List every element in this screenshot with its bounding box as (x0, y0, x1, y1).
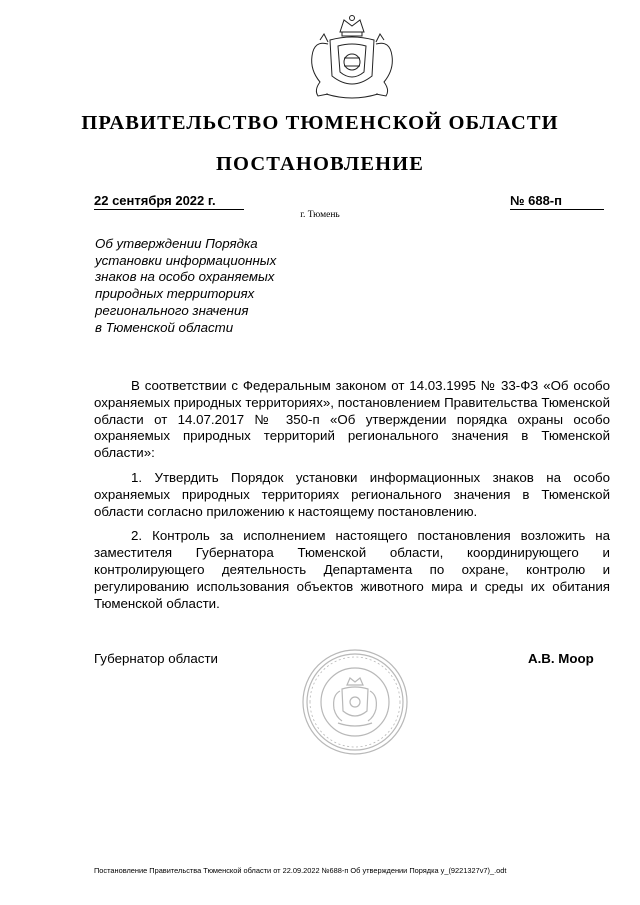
coat-of-arms-icon (300, 10, 404, 102)
document-date: 22 сентября 2022 г. (94, 193, 244, 210)
subject-line: знаков на особо охраняемых (95, 269, 275, 285)
signer-title: Губернатор области (94, 651, 218, 666)
subject-line: природных территориях (95, 286, 255, 302)
subject-line: установки информационных (95, 252, 277, 268)
body-paragraph: 2. Контроль за исполнением настоящего постановления возложить на заместителя Губернатора Тюменской области, координирующего и контролирующего деятельность Департамента по охране, контролю и регулированию использования объектов животного мира и среды их обитания Тюменской области. (94, 528, 610, 611)
document-type: ПОСТАНОВЛЕНИЕ (216, 153, 424, 175)
signer-name: А.В. Моор (528, 651, 594, 666)
subject-line: регионального значения (95, 302, 249, 318)
document-number: № 688-п (510, 193, 604, 210)
document-body (94, 378, 610, 612)
official-seal-icon (300, 647, 410, 757)
document-subject (95, 236, 315, 336)
government-title: ПРАВИТЕЛЬСТВО ТЮМЕНСКОЙ ОБЛАСТИ (81, 112, 559, 134)
subject-line: Об утверждении Порядка (95, 236, 258, 251)
body-paragraph: В соответствии с Федеральным законом от 14.03.1995 № 33-ФЗ «Об особо охраняемых природных территориях», постановлением Правительства Тюменской области от 14.07.2017 № 350-п «Об утверждении порядка охраны особо охраняемых природных территорий регионального значения в Тюменской области»: (94, 378, 610, 461)
subject-line: в Тюменской области (95, 319, 234, 335)
body-paragraph: 1. Утвердить Порядок установки информационных знаков на особо охраняемых природных территориях регионального значения в Тюменской области согласно приложению к настоящему постановлению. (94, 469, 610, 519)
document-city: г. Тюмень (300, 210, 340, 220)
document-footer: Постановление Правительства Тюменской области от 22.09.2022 №688-п Об утверждении Порядка у_(9221327v7)_.odt (94, 866, 507, 875)
